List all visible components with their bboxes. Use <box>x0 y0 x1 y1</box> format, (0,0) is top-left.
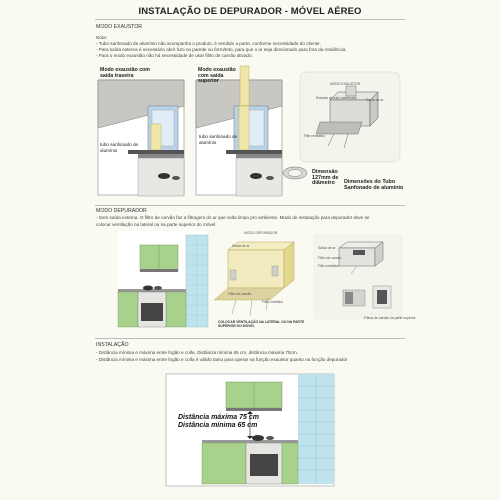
instalacao-line-1: - Distância mínima e máxima entre fogão e coifa. Distância mínima 65 cm, distância máxima 75cm. <box>96 350 298 355</box>
depurador-label-carbon: Filtro de carvão <box>228 292 252 296</box>
max-distance-label: Distância máxima 75 cm <box>178 414 259 421</box>
section-heading-instalacao: INSTALAÇÃO <box>96 342 129 348</box>
min-distance-label: Distância mínima 65 cm <box>178 422 258 429</box>
tube-dimension-label: Dimensão 127mm de diâmetro <box>312 169 339 187</box>
hood-label-air-out: Saída de ar <box>366 98 384 102</box>
depurador-label-air-out: Saída de ar <box>232 244 250 248</box>
depurador-cabinet-diagram <box>212 232 307 330</box>
depurador-label-metal: Filtro metálico <box>262 300 284 304</box>
right-bottom-note: Filtros de carvão na parte superior <box>364 316 416 320</box>
depurador-text-1: - Sem saída externa. O filtro de carvão faz a filtragem do ar que volta limpo pro ambiente. Modo de instalação para depurador deve se <box>96 215 370 220</box>
note-line-1: - Tubo sanfonado de alumínio não acompanha o produto, é vendido a parte, conforme necessidade do cliente. <box>96 41 321 46</box>
note-title: Nota: <box>96 35 107 40</box>
exhaust-rear-tube-label: tubo sanfonado de alumínio <box>100 142 139 153</box>
right-label-metal: Filtro metálico <box>318 264 340 268</box>
section-heading-depurador: MODO DEPURADOR <box>96 208 147 214</box>
exhaust-top-tube-label: tubo sanfonado de alumínio <box>199 134 238 145</box>
tube-dimension-title: Dimensões do Tubo Sanfonado de alumínio <box>344 179 404 191</box>
section-heading-exaustor: MODO EXAUSTOR <box>96 24 143 30</box>
depurador-text-2: colocar ventilação na lateral ou na parte superior do móvel. <box>96 222 217 227</box>
hood-label-filter: Filtro metálico <box>304 134 326 138</box>
section-divider-1 <box>95 205 405 206</box>
depurador-label-mode: MODO DEPURADOR <box>244 231 278 235</box>
right-label-air-out: Saída de ar <box>318 246 336 250</box>
hood-label-mode: MODO EXAUSTOR <box>330 82 361 86</box>
vent-note: COLOCAR VENTILAÇÃO NA LATERAL OU NA PARTE SUPERIOR DO MÓVEL <box>218 320 305 328</box>
exhaust-rear-caption: Modo exaustão com saída traseira <box>100 67 150 79</box>
note-line-2: - Para saída externa é necessário abrir furo na parede ou forro/teto, para que o ar seja direcionado para fora da residência. <box>96 47 347 52</box>
exhaust-rear-diagram <box>98 66 193 196</box>
page-title: INSTALAÇÃO DE DEPURADOR - MÓVEL AÉREO <box>138 6 362 17</box>
hood-label-entry: Entrada do tubo sanfonado <box>316 96 357 100</box>
right-label-carbon: Filtro de carvão <box>318 256 342 260</box>
aluminum-tube-icon <box>282 166 308 180</box>
instalacao-line-2: - Distância mínima e máxima entre fogão e coifa é válido tanto para operar na função exaustor quanto na função depurador <box>96 357 348 362</box>
section-divider-2 <box>95 338 405 339</box>
title-divider <box>95 19 405 20</box>
note-line-3: - Para o modo exaustão não há necessidade de usar filtro de carvão ativado. <box>96 53 253 58</box>
depurador-kitchen-diagram <box>118 231 208 331</box>
exhaust-top-diagram <box>196 66 291 196</box>
exhaust-top-caption: Modo exaustão com saída superior <box>198 67 236 85</box>
